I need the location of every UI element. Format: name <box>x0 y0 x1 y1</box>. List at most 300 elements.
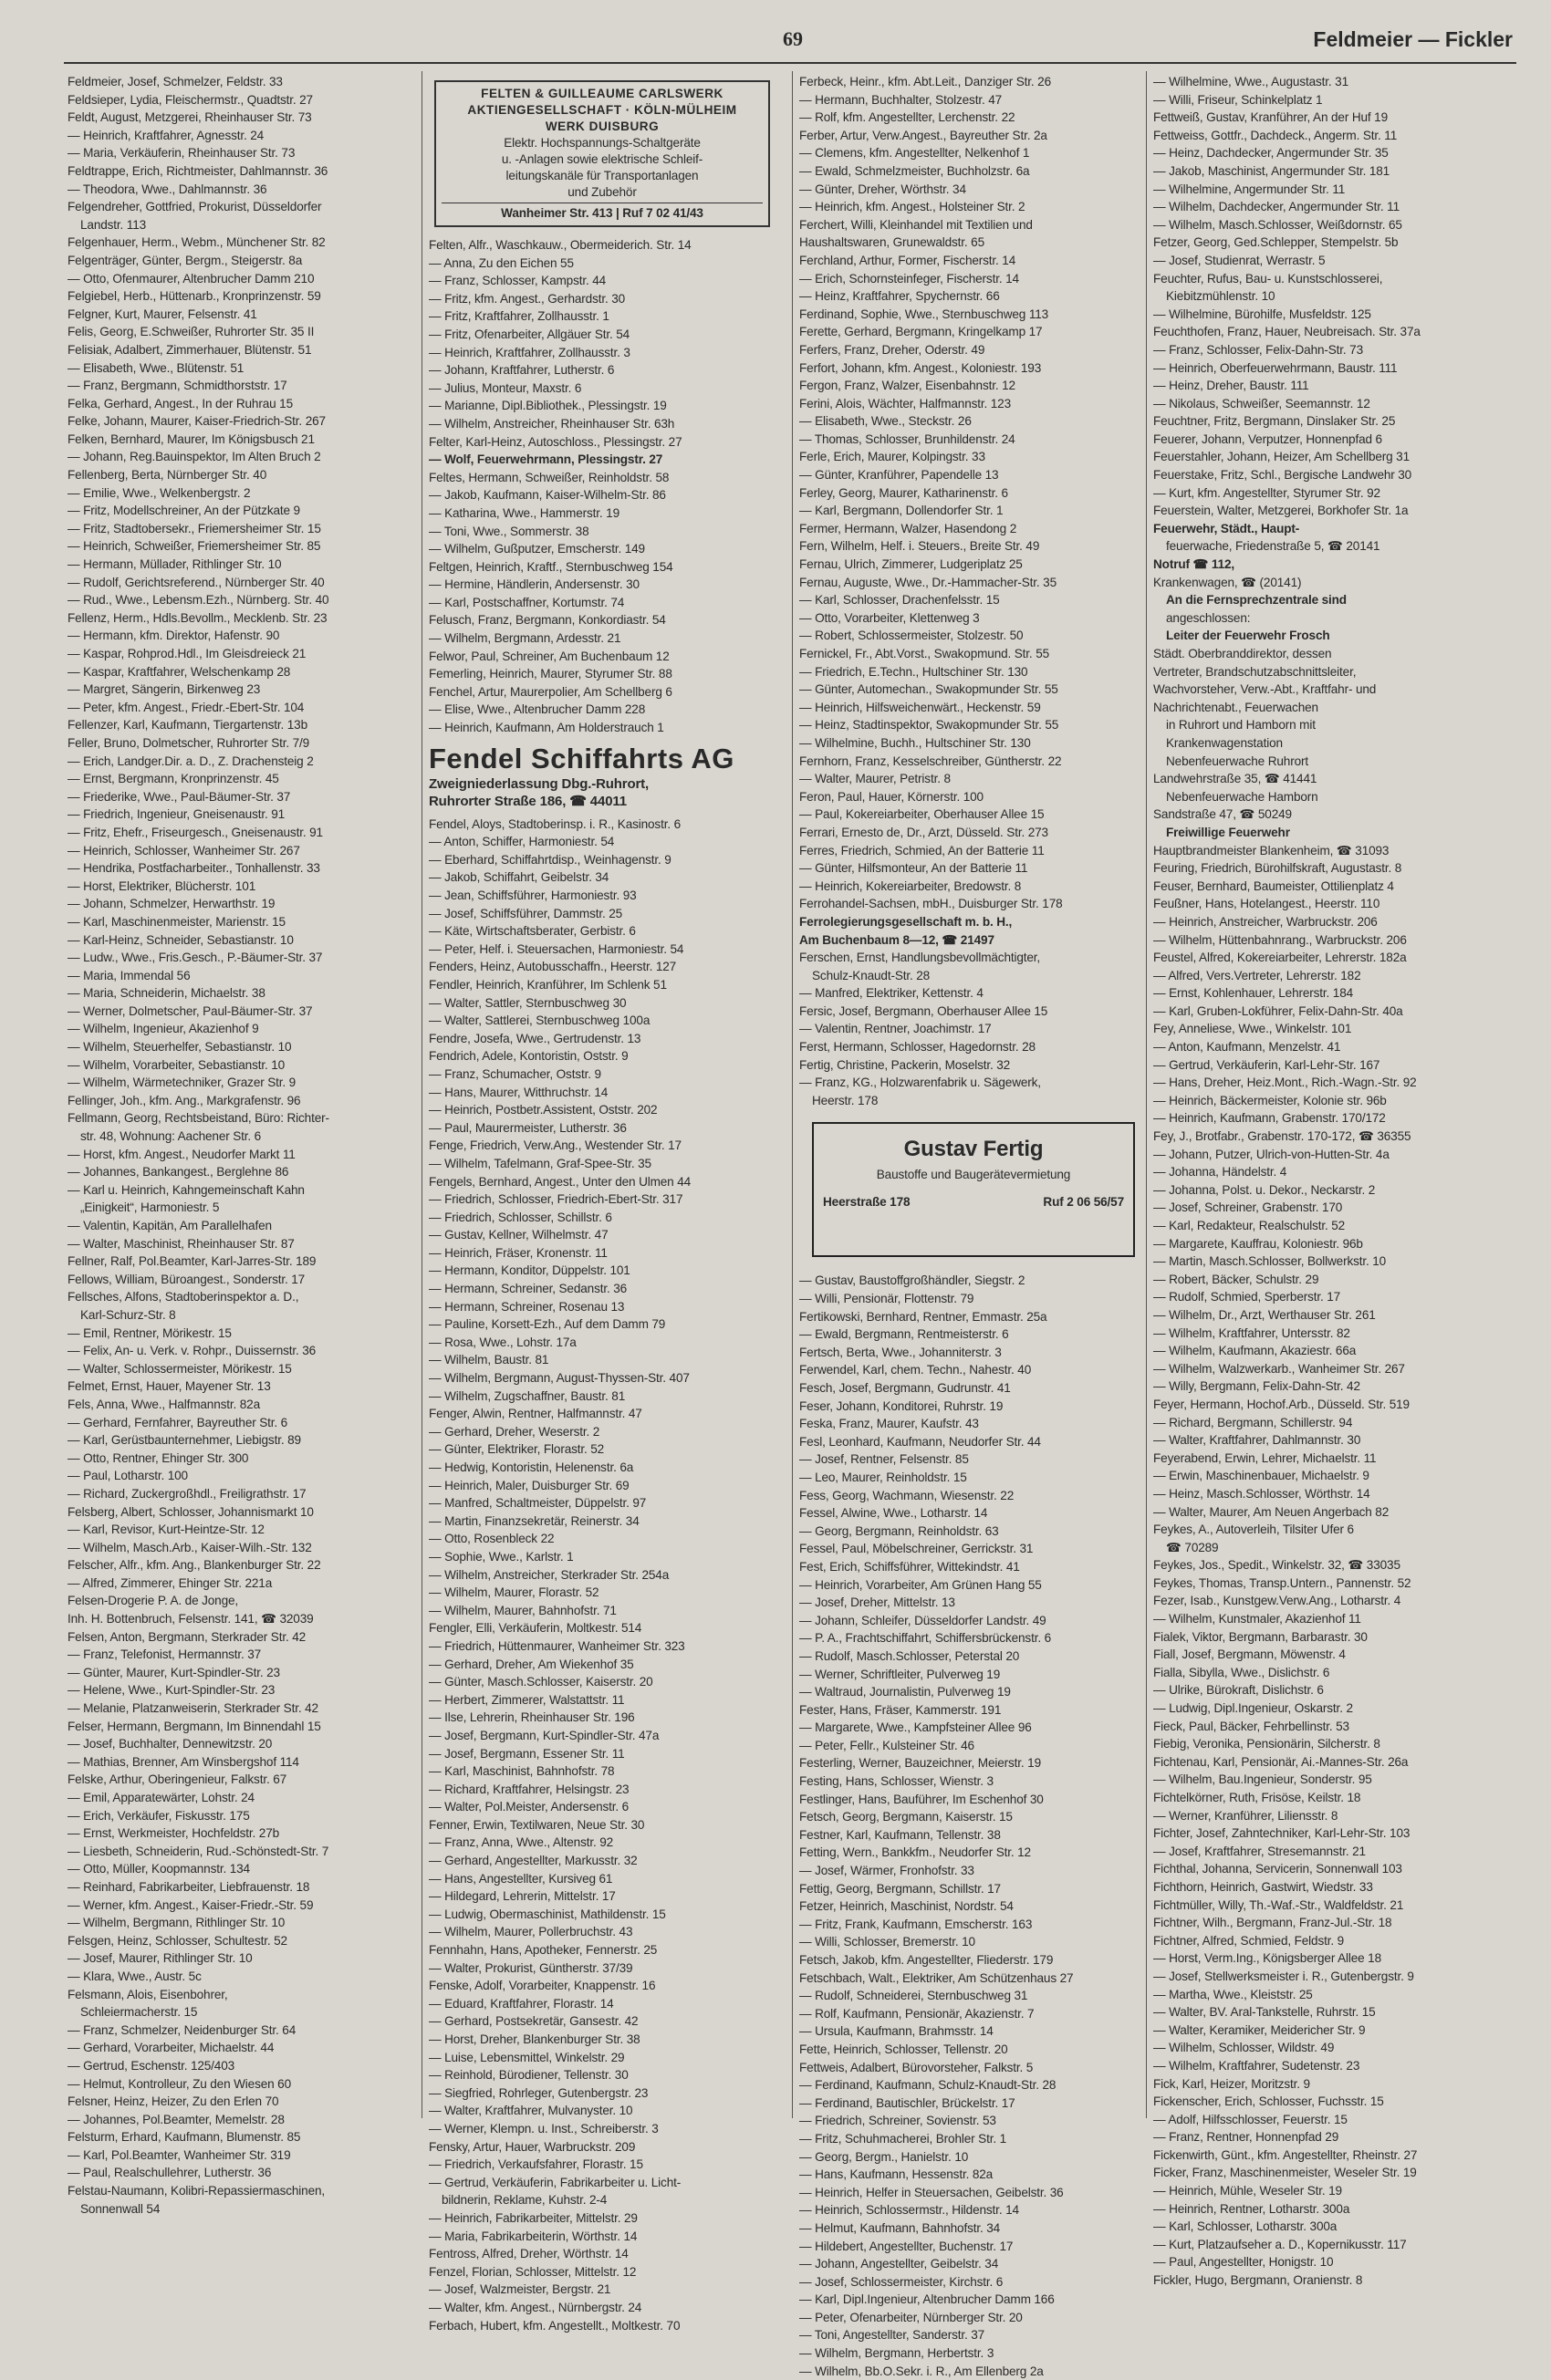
directory-entry: — Ewald, Bergmann, Rentmeisterstr. 6 <box>799 1327 1009 1342</box>
directory-entry: Fick, Karl, Heizer, Moritzstr. 9 <box>1153 2076 1310 2091</box>
directory-entry: — Pauline, Korsett-Ezh., Auf dem Damm 79 <box>429 1317 666 1332</box>
directory-entry: — Günter, Automechan., Swakopmunder Str. 55 <box>799 682 1058 697</box>
directory-entry: — Ulrike, Bürokraft, Dislichstr. 6 <box>1153 1683 1324 1698</box>
directory-entry: — Hans, Maurer, Witthruchstr. 14 <box>429 1085 609 1099</box>
directory-entry: Krankenwagen, ☎ (20141) <box>1153 575 1302 589</box>
directory-entry: — Josef, Wärmer, Fronhofstr. 33 <box>799 1864 974 1878</box>
directory-entry: — Josef, Maurer, Rithlinger Str. 10 <box>68 1951 253 1966</box>
directory-entry: Fieck, Paul, Bäcker, Fehrbellinstr. 53 <box>1153 1719 1349 1733</box>
directory-entry: — Helene, Wwe., Kurt-Spindler-Str. 23 <box>68 1683 276 1698</box>
directory-entry: Fest, Erich, Schiffsführer, Wittekindstr. 41 <box>799 1559 1020 1574</box>
directory-entry: Felsgen, Heinz, Schlosser, Schultestr. 52 <box>68 1933 287 1948</box>
directory-entry: Fichtmüller, Willy, Th.-Waf.-Str., Waldfeldstr. 21 <box>1153 1897 1404 1912</box>
directory-entry: Fetschbach, Walt., Elektriker, Am Schützenhaus 27 <box>799 1970 1074 1985</box>
directory-entry: — Käte, Wirtschaftsberater, Gerbistr. 6 <box>429 924 636 939</box>
directory-entry: Felusch, Franz, Bergmann, Konkordiastr. 54 <box>429 613 666 628</box>
directory-entry: Feuerwehr, Städt., Haupt- <box>1153 521 1300 535</box>
directory-entry: — Maria, Fabrikarbeiterin, Wörthstr. 14 <box>429 2229 638 2243</box>
directory-entry: — Walter, Maschinist, Rheinhauser Str. 87 <box>68 1236 295 1251</box>
directory-entry: — Josef, Kraftfahrer, Stresemannstr. 21 <box>1153 1844 1366 1858</box>
directory-entry: Fermer, Hermann, Walzer, Hasendong 2 <box>799 521 1017 535</box>
directory-entry: — Anton, Schiffer, Harmoniestr. 54 <box>429 835 615 849</box>
directory-entry: — Johann, Reg.Bauinspektor, Im Alten Bruch 2 <box>68 450 321 464</box>
directory-entry: Feuchthofen, Franz, Hauer, Neubreisach. Str. 37a <box>1153 325 1421 339</box>
directory-entry: Felgenträger, Günter, Bergm., Steigerstr. 8a <box>68 253 303 267</box>
directory-entry: Fette, Heinrich, Schlosser, Tellenstr. 20 <box>799 2042 1008 2056</box>
directory-entry: Fellows, William, Büroangest., Sonderstr. 17 <box>68 1272 306 1286</box>
directory-entry: Fiebig, Veronika, Pensionärin, Silcherstr. 8 <box>1153 1737 1380 1751</box>
directory-entry: Ferst, Hermann, Schlosser, Hagedornstr. 28 <box>799 1040 1036 1055</box>
directory-entry: — Karl, Redakteur, Realschulstr. 52 <box>1153 1219 1346 1232</box>
directory-entry: — Johann, Kraftfahrer, Lutherstr. 6 <box>429 363 615 378</box>
directory-entry: — Gertrud, Verkäuferin, Fabrikarbeiter u. Licht- <box>429 2175 682 2189</box>
directory-entry: — Wilhelm, Baustr. 81 <box>429 1353 549 1367</box>
directory-entry: — Franz, KG., Holzwarenfabrik u. Sägewerk, <box>799 1076 1041 1090</box>
directory-entry: Fellner, Ralf, Pol.Beamter, Karl-Jarres-Str. 189 <box>68 1254 317 1269</box>
directory-entry: Landwehrstraße 35, ☎ 41441 <box>1153 772 1317 786</box>
directory-entry: — Fritz, Modellschreiner, An der Pützkate 9 <box>68 504 300 518</box>
directory-entry: — Wilhelm, Bergmann, Herbertstr. 3 <box>799 2346 994 2361</box>
directory-entry: — Rosa, Wwe., Lohstr. 17a <box>429 1335 577 1349</box>
directory-entry: — Karl, Gerüstbaunternehmer, Liebigstr. 89 <box>68 1433 301 1448</box>
ad-line: und Zubehör <box>567 185 637 199</box>
directory-entry: Felisiak, Adalbert, Zimmerhauer, Blütenstr. 51 <box>68 342 312 357</box>
directory-entry: — Walter, Maurer, Am Neuen Angerbach 82 <box>1153 1504 1390 1519</box>
directory-entry: — Martin, Finanzsekretär, Reinerstr. 34 <box>429 1513 640 1528</box>
directory-entry: — Karl, Schlosser, Lotharstr. 300a <box>1153 2219 1338 2234</box>
directory-entry: — Willi, Friseur, Schinkelplatz 1 <box>1153 92 1323 107</box>
directory-entry: Nachrichtenabt., Feuerwachen <box>1153 700 1318 714</box>
directory-entry: — Valentin, Kapitän, Am Parallelhafen <box>68 1219 272 1232</box>
directory-entry: Schulz-Knaudt-Str. 28 <box>812 968 931 982</box>
directory-entry: — Josef, Dreher, Mittelstr. 13 <box>799 1595 955 1610</box>
directory-entry: — Martha, Wwe., Kleiststr. 25 <box>1153 1987 1313 2001</box>
directory-entry: Felsturm, Erhard, Kaufmann, Blumenstr. 85 <box>68 2130 301 2145</box>
directory-entry: — Georg, Bergmann, Reinholdstr. 63 <box>799 1523 999 1538</box>
directory-entry: Felgner, Kurt, Maurer, Felsenstr. 41 <box>68 307 257 321</box>
directory-entry: — Friedrich, Schreiner, Sovienstr. 53 <box>799 2114 996 2128</box>
directory-entry: — Franz, Schlosser, Kampstr. 44 <box>429 274 607 288</box>
directory-entry: Inh. H. Bottenbruch, Felsenstr. 141, ☎ 32039 <box>68 1612 314 1627</box>
directory-entry: Ferdinand, Sophie, Wwe., Sternbuschweg 113 <box>799 307 1049 321</box>
directory-entry: — Walter, Maurer, Petristr. 8 <box>799 772 951 786</box>
directory-entry: — Klara, Wwe., Austr. 5c <box>68 1969 202 1983</box>
directory-entry: — Franz, Telefonist, Hermannstr. 37 <box>68 1647 262 1662</box>
directory-entry: — Toni, Wwe., Sommerstr. 38 <box>429 524 589 538</box>
directory-entry: Fey, J., Brotfabr., Grabenstr. 170-172, ☎ 36355 <box>1153 1129 1411 1144</box>
directory-entry: — Hedwig, Kontoristin, Helenenstr. 6a <box>429 1460 634 1474</box>
directory-entry: Fettweiß, Gustav, Kranführer, An der Huf 19 <box>1153 110 1388 125</box>
directory-entry: — Heinrich, Maler, Duisburger Str. 69 <box>429 1478 630 1492</box>
directory-entry: — Ludwig, Obermaschinist, Mathildenstr. 15 <box>429 1907 666 1921</box>
ad-felten-guilleaume <box>434 80 770 227</box>
directory-entry: Krankenwagenstation <box>1166 735 1283 750</box>
directory-entry: — Franz, Rentner, Honnenpfad 29 <box>1153 2130 1339 2145</box>
directory-entry: — Walter, Kraftfahrer, Dahlmannstr. 30 <box>1153 1433 1361 1448</box>
directory-entry: — Heinz, Stadtinspektor, Swakopmunder Str. 55 <box>799 718 1059 733</box>
directory-entry: — Heinrich, Mühle, Weseler Str. 19 <box>1153 2184 1342 2198</box>
directory-entry: Feldmeier, Josef, Schmelzer, Feldstr. 33 <box>68 75 283 88</box>
directory-entry: — Otto, Rosenbleck 22 <box>429 1532 555 1546</box>
directory-entry: — Otto, Ofenmaurer, Altenbrucher Damm 210 <box>68 271 315 286</box>
directory-entry: — Günter, Kranführer, Papendelle 13 <box>799 468 999 483</box>
directory-entry: — Adolf, Hilfsschlosser, Feuerstr. 15 <box>1153 2112 1348 2126</box>
directory-entry: — Melanie, Platzanweiserin, Sterkrader Str. 42 <box>68 1701 318 1716</box>
directory-entry: — Josef, Schlossermeister, Kirchstr. 6 <box>799 2274 1004 2289</box>
directory-entry: Fey, Anneliese, Wwe., Winkelstr. 101 <box>1153 1022 1352 1036</box>
directory-entry: — Ilse, Lehrerin, Rheinhauser Str. 196 <box>429 1710 635 1725</box>
directory-entry: — Franz, Anna, Wwe., Altenstr. 92 <box>429 1835 614 1850</box>
directory-entry: — Jakob, Maschinist, Angermunder Str. 181 <box>1153 163 1390 178</box>
ad-line: leitungskanäle für Transportanlagen <box>505 169 699 182</box>
directory-entry: Städt. Oberbranddirektor, dessen <box>1153 647 1332 660</box>
directory-entry: — Fritz, Frank, Kaufmann, Emscherstr. 163 <box>799 1917 1033 1931</box>
directory-entry: — Karl, Maschinenmeister, Marienstr. 15 <box>68 914 286 929</box>
directory-entry: — Paul, Lotharstr. 100 <box>68 1469 188 1483</box>
directory-entry: — Ferdinand, Kaufmann, Schulz-Knaudt-Str. 28 <box>799 2078 1057 2093</box>
directory-entry: „Einigkeit“, Harmoniestr. 5 <box>80 1200 220 1215</box>
directory-entry: — Emil, Apparatewärter, Lohstr. 24 <box>68 1791 255 1804</box>
directory-entry: Feuerstein, Walter, Metzgerei, Borkhofer Str. 1a <box>1153 504 1409 518</box>
directory-entry: — Alfred, Zimmerer, Ehinger Str. 221a <box>68 1575 273 1590</box>
directory-entry: Notruf ☎ 112, <box>1153 557 1235 572</box>
directory-entry: — Gertrud, Verkäuferin, Karl-Lehr-Str. 167 <box>1153 1057 1380 1072</box>
directory-entry: — Robert, Bäcker, Schulstr. 29 <box>1153 1272 1319 1286</box>
directory-entry: Felsberg, Albert, Schlosser, Johannismarkt 10 <box>68 1504 314 1519</box>
column-divider <box>1146 71 1147 2118</box>
directory-entry: — Ludw., Wwe., Fris.Gesch., P.-Bäumer-Str. 37 <box>68 951 323 965</box>
directory-entry: — Helmut, Kaufmann, Bahnhofstr. 34 <box>799 2220 1001 2235</box>
directory-entry: angeschlossen: <box>1166 610 1251 625</box>
directory-entry: Fellsches, Alfons, Stadtoberinspektor a. D., <box>68 1290 299 1304</box>
directory-entry: Ferrari, Ernesto de, Dr., Arzt, Düsseld. Str. 273 <box>799 825 1048 839</box>
directory-entry: — Richard, Zuckergroßhdl., Freiligrathstr. 17 <box>68 1486 307 1501</box>
directory-entry: — Kurt, Platzaufseher a. D., Kopernikusstr. 117 <box>1153 2237 1407 2251</box>
directory-entry: — Paul, Maurermeister, Lutherstr. 36 <box>429 1120 627 1135</box>
directory-entry: Fetting, Wern., Bankkfm., Neudorfer Str. 12 <box>799 1845 1031 1860</box>
directory-entry: Hauptbrandmeister Blankenheim, ☎ 31093 <box>1153 843 1390 857</box>
directory-entry: — Willi, Schlosser, Bremerstr. 10 <box>799 1935 975 1949</box>
directory-entry: Ferbach, Hubert, kfm. Angestellt., Moltkestr. 70 <box>429 2318 681 2333</box>
directory-entry: — Hermann, Müllader, Rithlinger Str. 10 <box>68 557 282 572</box>
directory-entry: Fess, Georg, Wachmann, Wiesenstr. 22 <box>799 1488 1015 1502</box>
directory-entry: Felke, Johann, Maurer, Kaiser-Friedrich-Str. 267 <box>68 414 326 429</box>
directory-entry: — Erwin, Maschinenbauer, Michaelstr. 9 <box>1153 1469 1369 1483</box>
directory-entry: — Peter, kfm. Angest., Friedr.-Ebert-Str. 104 <box>68 700 305 714</box>
directory-entry: Feska, Franz, Maurer, Kaufstr. 43 <box>799 1417 979 1431</box>
directory-entry: Fersic, Josef, Bergmann, Oberhauser Allee 15 <box>799 1003 1048 1018</box>
directory-entry: Fergon, Franz, Walzer, Eisenbahnstr. 12 <box>799 379 1015 393</box>
directory-entry: Feuerstake, Fritz, Schl., Bergische Landwehr 30 <box>1153 468 1412 483</box>
directory-entry: — Hans, Angestellter, Kursiveg 61 <box>429 1871 613 1886</box>
directory-entry: — Karl, Gruben-Lokführer, Felix-Dahn-Str. 40a <box>1153 1003 1403 1018</box>
directory-entry: — Johannes, Pol.Beamter, Memelstr. 28 <box>68 2112 285 2126</box>
directory-entry: — Hermann, Konditor, Düppelstr. 101 <box>429 1263 630 1278</box>
directory-entry: — Johanna, Polst. u. Dekor., Neckarstr. 2 <box>1153 1182 1376 1197</box>
directory-entry: Fensky, Artur, Hauer, Warbruckstr. 209 <box>429 2139 636 2154</box>
directory-entry: — Wilhelm, Dr., Arzt, Werthauser Str. 261 <box>1153 1307 1376 1322</box>
directory-entry: — Kaspar, Rohprod.Hdl., Im Gleisdreieck 21 <box>68 647 307 660</box>
directory-entry: — Willi, Pensionär, Flottenstr. 79 <box>799 1292 974 1306</box>
directory-entry: Fendler, Heinrich, Kranführer, Im Schlenk 51 <box>429 977 667 992</box>
directory-entry: — Wilhelm, Hüttenbahnrang., Warbruckstr. 206 <box>1153 932 1407 947</box>
directory-entry: — Gerhard, Angestellter, Markusstr. 32 <box>429 1854 638 1868</box>
directory-entry: — Willy, Bergmann, Felix-Dahn-Str. 42 <box>1153 1379 1360 1394</box>
directory-entry: — Werner, Schriftleiter, Pulverweg 19 <box>799 1667 1001 1681</box>
directory-entry: — Johann, Schmelzer, Herwarthstr. 19 <box>68 897 276 911</box>
directory-entry: Karl-Schurz-Str. 8 <box>80 1307 176 1322</box>
directory-entry: Fettig, Georg, Bergmann, Schillstr. 17 <box>799 1881 1001 1896</box>
directory-entry: — Gustav, Kellner, Wilhelmstr. 47 <box>429 1228 609 1242</box>
directory-entry: — Toni, Angestellter, Sanderstr. 37 <box>799 2328 985 2343</box>
directory-entry: — Richard, Bergmann, Schillerstr. 94 <box>1153 1415 1353 1429</box>
directory-entry: — Wolf, Feuerwehrmann, Plessingstr. 27 <box>429 452 663 467</box>
directory-entry: — Karl, Maschinist, Bahnhofstr. 78 <box>429 1764 615 1779</box>
directory-entry: Fetsch, Jakob, kfm. Angestellter, Fliederstr. 179 <box>799 1953 1054 1967</box>
directory-entry: — Horst, Dreher, Blankenburger Str. 38 <box>429 2032 640 2046</box>
directory-entry: Ferchland, Arthur, Former, Fischerstr. 14 <box>799 253 1016 267</box>
directory-entry: — Manfred, Schaltmeister, Düppelstr. 97 <box>429 1496 647 1511</box>
directory-entry: — Kurt, kfm. Angestellter, Styrumer Str. 92 <box>1153 485 1380 500</box>
ad-line: AKTIENGESELLSCHAFT · KÖLN-MÜLHEIM <box>467 103 737 117</box>
directory-entry: — Fritz, Ehefr., Friseurgesch., Gneisenaustr. 91 <box>68 825 323 839</box>
directory-entry: Fichthorn, Heinrich, Gastwirt, Wiedstr. 33 <box>1153 1879 1373 1894</box>
directory-entry: Ferle, Erich, Maurer, Kolpingstr. 33 <box>799 450 985 464</box>
directory-entry: Fellmann, Georg, Rechtsbeistand, Büro: Richter- <box>68 1111 329 1126</box>
ad-contact <box>823 1193 1124 1211</box>
directory-entry: Fernickel, Fr., Abt.Vorst., Swakopmund. Str. 55 <box>799 647 1050 660</box>
directory-entry: Am Buchenbaum 8—12, ☎ 21497 <box>799 932 994 947</box>
directory-entry: — Johannes, Bankangest., Berglehne 86 <box>68 1165 289 1180</box>
directory-entry: Ferley, Georg, Maurer, Katharinenstr. 6 <box>799 485 1008 500</box>
directory-entry: Feldsieper, Lydia, Fleischermstr., Quadtstr. 27 <box>68 92 313 107</box>
directory-entry: — Franz, Schmelzer, Neidenburger Str. 64 <box>68 2022 297 2037</box>
directory-entry: Fetzer, Heinrich, Maschinist, Nordstr. 54 <box>799 1899 1014 1914</box>
directory-entry: — Karl, Schlosser, Drachenfelsstr. 15 <box>799 593 1000 608</box>
directory-entry: Ferfers, Franz, Dreher, Oderstr. 49 <box>799 342 985 357</box>
directory-entry: — Elisabeth, Wwe., Steckstr. 26 <box>799 414 972 429</box>
directory-entry: — Rudolf, Masch.Schlosser, Peterstal 20 <box>799 1648 1020 1663</box>
directory-entry: — Paul, Realschullehrer, Lutherstr. 36 <box>68 2166 272 2180</box>
directory-entry: — Hans, Dreher, Heiz.Mont., Rich.-Wagn.-Str. 92 <box>1153 1076 1417 1090</box>
directory-entry: Fichtelkörner, Ruth, Frisöse, Keilstr. 18 <box>1153 1791 1361 1804</box>
directory-entry: — Friedrich, Ingenieur, Gneisenaustr. 91 <box>68 807 286 822</box>
directory-entry: Femerling, Heinrich, Maurer, Styrumer Str. 88 <box>429 667 672 681</box>
directory-entry: ☎ 70289 <box>1166 1540 1219 1554</box>
ad-line: Elektr. Hochspannungs-Schaltgeräte <box>504 136 701 150</box>
directory-entry: — Paul, Angestellter, Honigstr. 10 <box>1153 2255 1334 2270</box>
directory-entry: — Ernst, Werkmeister, Hochfeldstr. 27b <box>68 1826 280 1841</box>
directory-entry: — Josef, Rentner, Felsenstr. 85 <box>799 1452 969 1467</box>
directory-entry: — Wilhelm, Tafelmann, Graf-Spee-Str. 35 <box>429 1156 651 1170</box>
directory-entry: — Jean, Schiffsführer, Harmoniestr. 93 <box>429 889 637 902</box>
directory-entry: Fenders, Heinz, Autobusschaffn., Heerstr. 127 <box>429 960 677 974</box>
directory-entry: — Heinz, Masch.Schlosser, Wörthstr. 14 <box>1153 1486 1370 1501</box>
directory-entry: — Siegfried, Rohrleger, Gutenbergstr. 23 <box>429 2085 649 2100</box>
directory-entry: — Ursula, Kaufmann, Brahmsstr. 14 <box>799 2024 994 2039</box>
directory-entry: Feuser, Bernhard, Baumeister, Ottilienplatz 4 <box>1153 878 1394 893</box>
directory-entry: feuerwache, Friedenstraße 5, ☎ 20141 <box>1166 539 1380 554</box>
directory-entry: — Wilhelm, Wärmetechniker, Grazer Str. 9 <box>68 1076 297 1090</box>
directory-entry: Feltgen, Heinrich, Kraftf., Sternbuschweg 154 <box>429 559 673 574</box>
directory-entry: Felgendreher, Gottfried, Prokurist, Düsseldorfer <box>68 200 322 214</box>
directory-entry: — Josef, Schreiner, Grabenstr. 170 <box>1153 1200 1343 1215</box>
directory-entry: — Walter, Sattlerei, Sternbuschweg 100a <box>429 1013 651 1028</box>
directory-entry: Ferfort, Johann, kfm. Angest., Koloniestr. 193 <box>799 360 1042 375</box>
directory-entry: — Josef, Walzmeister, Bergstr. 21 <box>429 2282 611 2297</box>
directory-entry: Fenske, Adolf, Vorarbeiter, Knappenstr. 16 <box>429 1979 656 1993</box>
directory-entry: — Karl, Dipl.Ingenieur, Altenbrucher Damm 166 <box>799 2292 1055 2307</box>
directory-entry: — Friederike, Wwe., Paul-Bäumer-Str. 37 <box>68 789 291 804</box>
directory-entry: — Ludwig, Dipl.Ingenieur, Oskarstr. 2 <box>1153 1701 1353 1716</box>
directory-entry: — Werner, Klempn. u. Inst., Schreiberstr. 3 <box>429 2121 659 2136</box>
page-range-heading: Feldmeier — Fickler <box>1313 27 1513 51</box>
directory-entry: Freiwillige Feuerwehr <box>1166 825 1290 839</box>
directory-entry: — Heinrich, Kokereiarbeiter, Bredowstr. 8 <box>799 878 1022 893</box>
directory-entry: Fettweis, Adalbert, Bürovorsteher, Falkstr. 5 <box>799 2060 1034 2074</box>
directory-entry: Fellenz, Herm., Hdls.Bevollm., Mecklenb. Str. 23 <box>68 610 328 625</box>
ad-contact: Wanheimer Str. 413 | Ruf 7 02 41/43 <box>442 203 763 222</box>
directory-entry: — Maria, Verkäuferin, Rheinhauser Str. 73 <box>68 146 296 161</box>
directory-entry: Fesch, Josef, Bergmann, Gudrunstr. 41 <box>799 1381 1011 1395</box>
directory-entry: Ferwendel, Karl, chem. Techn., Nahestr. 40 <box>799 1363 1032 1377</box>
directory-entry: — Heinrich, Bäckermeister, Kolonie str. 96b <box>1153 1093 1387 1107</box>
directory-entry: — Wilhelm, Bergmann, August-Thyssen-Str. 407 <box>429 1371 690 1386</box>
directory-entry: Fernhorn, Franz, Kesselschreiber, Güntherstr. 22 <box>799 753 1062 768</box>
directory-entry: — Heinrich, Schweißer, Friemersheimer Str. 85 <box>68 539 321 554</box>
directory-entry: — Valentin, Rentner, Joachimstr. 17 <box>799 1022 992 1036</box>
ad-line: Ruhrorter Straße 186, ☎ 44011 <box>429 793 627 809</box>
directory-entry: — Thomas, Schlosser, Brunhildenstr. 24 <box>799 431 1015 446</box>
directory-entry: bildnerin, Reklame, Kuhstr. 2-4 <box>442 2193 608 2208</box>
directory-entry: str. 48, Wohnung: Aachener Str. 6 <box>80 1129 262 1144</box>
directory-entry: Felgenhauer, Herm., Webm., Münchener Str. 82 <box>68 235 326 250</box>
directory-entry: — Herbert, Zimmerer, Walstattstr. 11 <box>429 1692 625 1707</box>
directory-entry: Fichtner, Wilh., Bergmann, Franz-Jul.-Str. 18 <box>1153 1916 1392 1930</box>
directory-entry: Fendel, Aloys, Stadtoberinsp. i. R., Kasinostr. 6 <box>429 816 682 831</box>
directory-entry: Fengels, Bernhard, Angest., Unter den Ulmen 44 <box>429 1174 692 1189</box>
directory-entry: Feser, Johann, Konditorei, Ruhrstr. 19 <box>799 1398 1004 1413</box>
directory-entry: — Wilhelm, Bau.Ingenieur, Sonderstr. 95 <box>1153 1772 1372 1787</box>
directory-entry: Fettweiss, Gottfr., Dachdeck., Angerm. Str. 11 <box>1153 128 1398 142</box>
directory-entry: — Wilhelm, Schlosser, Wildstr. 49 <box>1153 2041 1335 2055</box>
directory-entry: Fiall, Josef, Bergmann, Möwenstr. 4 <box>1153 1647 1346 1662</box>
directory-entry: Fentross, Alfred, Dreher, Wörthstr. 14 <box>429 2247 629 2261</box>
directory-entry: Fennhahn, Hans, Apotheker, Fennerstr. 25 <box>429 1943 658 1958</box>
ad-fendel-schiffahrts <box>429 743 776 810</box>
directory-entry: Fetsch, Georg, Bergmann, Kaiserstr. 15 <box>799 1810 1013 1824</box>
directory-entry: — Gustav, Baustoffgroßhändler, Siegstr. 2 <box>799 1273 1025 1288</box>
directory-entry: Ferette, Gerhard, Bergmann, Kringelkamp 17 <box>799 325 1043 339</box>
directory-entry: Fickenwirth, Günt., kfm. Angestellter, Rheinstr. 27 <box>1153 2147 1418 2162</box>
directory-entry: Ferbeck, Heinr., kfm. Abt.Leit., Danziger Str. 26 <box>799 75 1051 88</box>
directory-entry: Felis, Georg, E.Schweißer, Ruhrorter Str. 35 II <box>68 325 315 339</box>
directory-entry: Fellenzer, Karl, Kaufmann, Tiergartenstr. 13b <box>68 718 308 733</box>
directory-entry: — Maria, Immendal 56 <box>68 968 191 982</box>
directory-entry: Feldt, August, Metzgerei, Rheinhauser Str. 73 <box>68 110 312 125</box>
directory-entry: Felsen, Anton, Bergmann, Sterkrader Str. 42 <box>68 1629 307 1644</box>
directory-entry: — Günter, Elektriker, Florastr. 52 <box>429 1442 605 1457</box>
directory-entry: — Wilhelm, Bb.O.Sekr. i. R., Am Ellenberg 2a <box>799 2364 1044 2378</box>
directory-entry: — Rolf, kfm. Angestellter, Lerchenstr. 22 <box>799 110 1015 125</box>
directory-entry: Ferini, Alois, Wächter, Halfmannstr. 123 <box>799 396 1011 411</box>
column-1 <box>68 73 414 2216</box>
directory-entry: — Gerhard, Fernfahrer, Bayreuther Str. 6 <box>68 1415 288 1429</box>
directory-entry: — Walter, Pol.Meister, Andersenstr. 6 <box>429 1800 630 1814</box>
directory-entry: — Reinhard, Fabrikarbeiter, Liebfrauenstr. 18 <box>68 1879 310 1894</box>
directory-entry: Felske, Arthur, Oberingenieur, Falkstr. 67 <box>68 1772 287 1787</box>
directory-entry: — Margarete, Wwe., Kampfsteiner Allee 96 <box>799 1720 1032 1735</box>
directory-entry: — Wilhelm, Maurer, Pollerbruchstr. 43 <box>429 1925 633 1939</box>
directory-entry: — Johanna, Händelstr. 4 <box>1153 1165 1287 1180</box>
directory-entry: Felwor, Paul, Schreiner, Am Buchenbaum 12 <box>429 649 670 663</box>
directory-entry: Fellinger, Joh., kfm. Ang., Markgrafenstr. 96 <box>68 1093 301 1107</box>
directory-entry: Feltes, Hermann, Schweißer, Reinholdstr. 58 <box>429 470 670 484</box>
ad-address: Heerstraße 178 <box>823 1195 911 1210</box>
directory-entry: Festing, Hans, Schlosser, Wienstr. 3 <box>799 1774 994 1789</box>
directory-entry: Felten, Alfr., Waschkauw., Obermeiderich. Str. 14 <box>429 238 692 252</box>
directory-entry: — Horst, kfm. Angest., Neudorfer Markt 11 <box>68 1147 296 1161</box>
directory-entry: — Wilhelmine, Wwe., Augustastr. 31 <box>1153 75 1348 88</box>
ad-company-name: Gustav Fertig <box>903 1137 1044 1162</box>
page-number: 69 <box>783 27 803 50</box>
directory-entry: — Heinz, Kraftfahrer, Spychernstr. 66 <box>799 289 1000 304</box>
directory-entry: — Peter, Fellr., Kulsteiner Str. 46 <box>799 1738 974 1752</box>
directory-entry: — Jakob, Schiffahrt, Geibelstr. 34 <box>429 870 609 885</box>
directory-entry: — Rolf, Kaufmann, Pensionär, Akazienstr. 7 <box>799 2006 1035 2021</box>
ad-line: Zweigniederlassung Dbg.-Ruhrort, <box>429 775 650 792</box>
directory-entry: — Josef, Schiffsführer, Dammstr. 25 <box>429 906 623 920</box>
directory-entry: Felscher, Alfr., kfm. Ang., Blankenburger Str. 22 <box>68 1558 321 1573</box>
directory-entry: — Friedrich, Schlosser, Schillstr. 6 <box>429 1210 612 1224</box>
directory-entry: — Sophie, Wwe., Karlstr. 1 <box>429 1549 574 1564</box>
directory-entry: Festerling, Werner, Bauzeichner, Meierstr. 19 <box>799 1756 1041 1771</box>
directory-entry: Wachvorsteher, Verw.-Abt., Kraftfahr- und <box>1153 682 1377 697</box>
directory-entry: — Luise, Lebensmittel, Winkelstr. 29 <box>429 2050 625 2064</box>
directory-entry: Fertikowski, Bernhard, Rentner, Emmastr. 25a <box>799 1309 1047 1324</box>
directory-entry: — Karl, Bergmann, Dollendorfer Str. 1 <box>799 504 1004 518</box>
directory-entry: — Heinrich, Vorarbeiter, Am Grünen Hang 55 <box>799 1577 1042 1592</box>
directory-entry: Haushaltswaren, Grunewaldstr. 65 <box>799 235 984 250</box>
directory-entry: — Gerhard, Dreher, Am Wiekenhof 35 <box>429 1657 634 1671</box>
directory-entry: Ficker, Franz, Maschinenmeister, Weseler Str. 19 <box>1153 2166 1417 2180</box>
directory-entry: Feykes, Jos., Spedit., Winkelstr. 32, ☎ 33035 <box>1153 1558 1400 1573</box>
directory-entry: — Günter, Masch.Schlosser, Kaiserstr. 20 <box>429 1675 653 1689</box>
directory-entry: — Wilhelm, Maurer, Bahnhofstr. 71 <box>429 1603 617 1617</box>
directory-entry: Feuring, Friedrich, Bürohilfskraft, Augustastr. 8 <box>1153 861 1402 876</box>
directory-entry: — Hermann, Buchhalter, Stolzestr. 47 <box>799 92 1003 107</box>
directory-entry: — Wilhelm, Zugschaffner, Baustr. 81 <box>429 1388 626 1403</box>
directory-entry: — Hendrika, Postfacharbeiter., Tonhallenstr. 33 <box>68 861 320 876</box>
directory-entry: Nebenfeuerwache Ruhrort <box>1166 753 1308 768</box>
directory-entry: — Nikolaus, Schweißer, Seemannstr. 12 <box>1153 396 1370 411</box>
directory-entry: Felsen-Drogerie P. A. de Jonge, <box>68 1594 239 1608</box>
directory-entry: — Margarete, Kauffrau, Koloniestr. 96b <box>1153 1236 1363 1251</box>
directory-entry: — Wilhelm, Masch.Schlosser, Weißdornstr. 65 <box>1153 217 1402 232</box>
directory-entry: Sonnenwall 54 <box>80 2201 161 2216</box>
directory-entry: Ferber, Artur, Verw.Angest., Bayreuther Str. 2a <box>799 128 1047 142</box>
directory-entry: — Waltraud, Journalistin, Pulverweg 19 <box>799 1685 1011 1699</box>
directory-entry: Fickenscher, Erich, Schlosser, Fuchsstr. 15 <box>1153 2094 1384 2109</box>
directory-entry: — Martin, Masch.Schlosser, Bollwerkstr. 10 <box>1153 1254 1387 1269</box>
directory-entry: — Walter, kfm. Angest., Nürnbergstr. 24 <box>429 2300 642 2314</box>
directory-entry: — Josef, Bergmann, Essener Str. 11 <box>429 1746 625 1761</box>
directory-entry: — Elise, Wwe., Altenbrucher Damm 228 <box>429 702 646 717</box>
directory-entry: Feykes, Thomas, Transp.Untern., Pannenstr. 52 <box>1153 1575 1411 1590</box>
directory-entry: Fester, Hans, Fräser, Kammerstr. 191 <box>799 1702 1002 1717</box>
directory-entry: Feller, Bruno, Dolmetscher, Ruhrorter Str. 7/9 <box>68 735 310 750</box>
directory-entry: — Emil, Rentner, Mörikestr. 15 <box>68 1325 232 1340</box>
